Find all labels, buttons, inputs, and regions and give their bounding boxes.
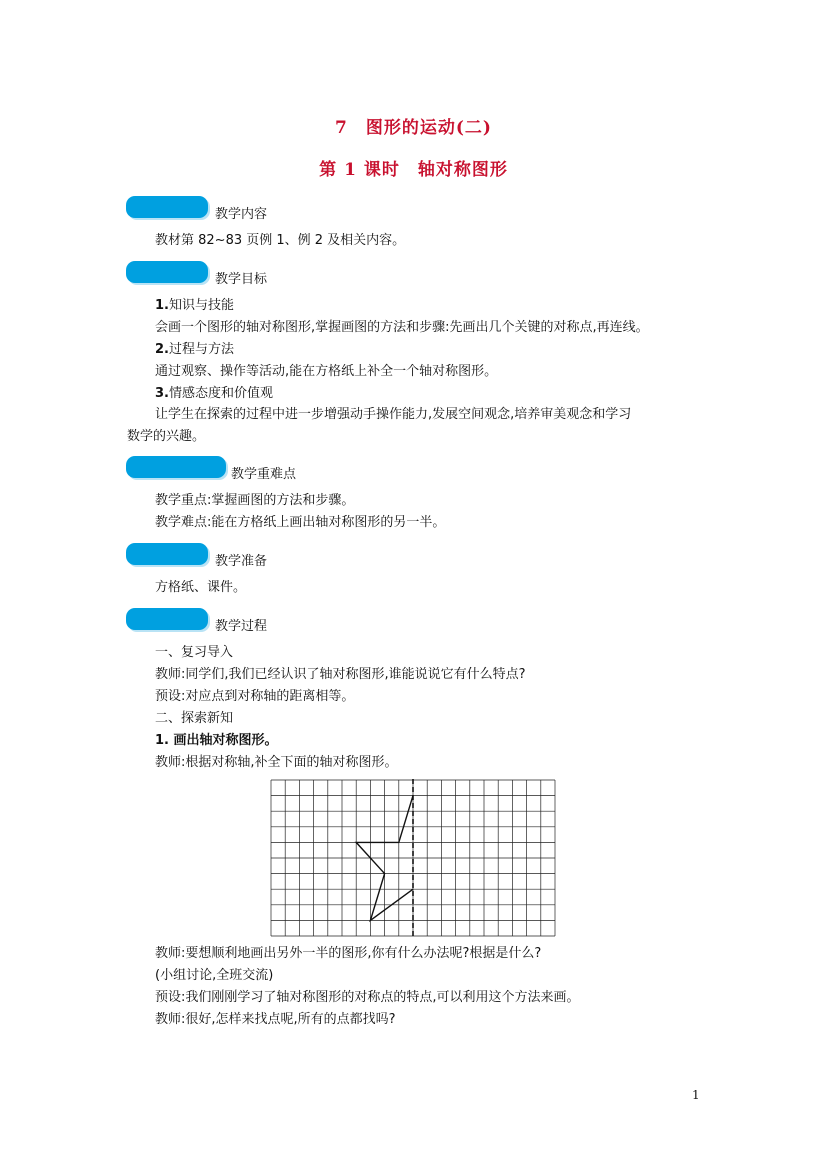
prep-text: 方格纸、课件。 bbox=[155, 580, 247, 595]
goal-3-text-line2: 数学的兴趣。 bbox=[127, 429, 206, 444]
process-after-2: (小组讨论,全班交流) bbox=[155, 968, 274, 983]
key-focus: 教学重点:掌握画图的方法和步骤。 bbox=[155, 493, 355, 508]
section-tab bbox=[126, 608, 208, 630]
section-heading: 教学过程 bbox=[215, 619, 268, 634]
goal-1-title: 1.知识与技能 bbox=[155, 298, 234, 313]
process-line-6: 教师:根据对称轴,补全下面的轴对称图形。 bbox=[155, 755, 398, 770]
lesson-title: 第 1 课时 轴对称图形 bbox=[319, 160, 508, 180]
section-heading: 教学准备 bbox=[215, 554, 268, 569]
key-difficulty: 教学难点:能在方格纸上画出轴对称图形的另一半。 bbox=[155, 515, 446, 530]
grid-figure bbox=[270, 779, 556, 937]
section-heading: 教学重难点 bbox=[231, 467, 297, 482]
section-heading: 教学目标 bbox=[215, 272, 268, 287]
section-tab bbox=[126, 543, 208, 565]
process-after-4: 教师:很好,怎样来找点呢,所有的点都找吗? bbox=[155, 1012, 396, 1027]
process-line-5: 1. 画出轴对称图形。 bbox=[155, 733, 278, 748]
content-text: 教材第 82~83 页例 1、例 2 及相关内容。 bbox=[155, 233, 406, 248]
process-line-4: 二、探索新知 bbox=[155, 711, 234, 726]
goal-2-text: 通过观察、操作等活动,能在方格纸上补全一个轴对称图形。 bbox=[155, 364, 498, 379]
process-after-1: 教师:要想顺利地画出另外一半的图形,你有什么办法呢?根据是什么? bbox=[155, 946, 542, 961]
process-after-3: 预设:我们刚刚学习了轴对称图形的对称点的特点,可以利用这个方法来画。 bbox=[155, 990, 580, 1005]
section-tab bbox=[126, 196, 208, 218]
process-line-1: 一、复习导入 bbox=[155, 645, 234, 660]
goal-1-text: 会画一个图形的轴对称图形,掌握画图的方法和步骤:先画出几个关键的对称点,再连线。 bbox=[155, 320, 649, 335]
goal-3-title: 3.情感态度和价值观 bbox=[155, 386, 273, 401]
section-tab bbox=[126, 261, 208, 283]
section-heading: 教学内容 bbox=[215, 207, 268, 222]
goal-2-title: 2.过程与方法 bbox=[155, 342, 234, 357]
process-line-2: 教师:同学们,我们已经认识了轴对称图形,谁能说说它有什么特点? bbox=[155, 667, 526, 682]
page-number: 1 bbox=[692, 1088, 700, 1102]
process-line-3: 预设:对应点到对称轴的距离相等。 bbox=[155, 689, 355, 704]
goal-3-text-line1: 让学生在探索的过程中进一步增强动手操作能力,发展空间观念,培养审美观念和学习 bbox=[155, 407, 632, 422]
chapter-title: 7 图形的运动(二) bbox=[335, 118, 492, 138]
section-tab bbox=[126, 456, 226, 478]
